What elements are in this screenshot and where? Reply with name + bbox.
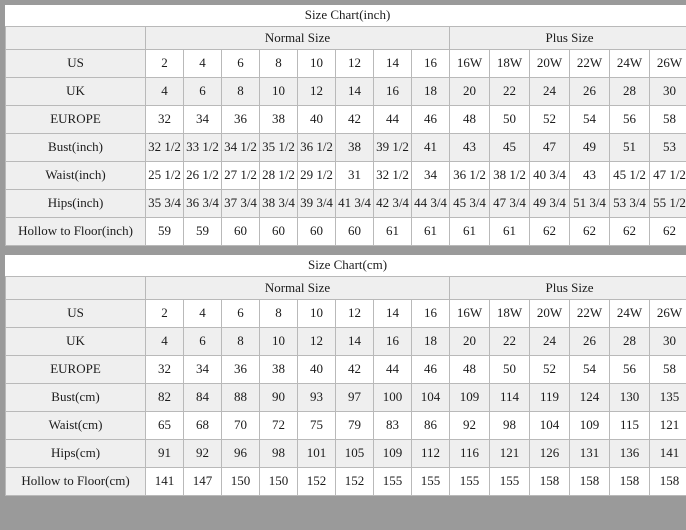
cell: 131 [570, 440, 610, 468]
cell: 37 3/4 [222, 190, 260, 218]
cell: 10 [298, 50, 336, 78]
cell: 147 [184, 468, 222, 496]
cell: 60 [222, 218, 260, 246]
cell: 62 [650, 218, 686, 246]
cell: 12 [336, 50, 374, 78]
cell: 12 [298, 78, 336, 106]
table-row [6, 218, 686, 246]
cell: 98 [260, 440, 298, 468]
cell: 14 [374, 50, 412, 78]
row-label-hips: Hips(cm) [6, 440, 146, 468]
cell: 38 [260, 106, 298, 134]
cell: 83 [374, 412, 412, 440]
cell: 32 1/2 [146, 134, 184, 162]
chart-title-inch: Size Chart(inch) [6, 5, 686, 27]
cell: 54 [570, 356, 610, 384]
cell: 42 [336, 356, 374, 384]
cell: 48 [450, 106, 490, 134]
cell: 26W [650, 50, 686, 78]
cell: 141 [146, 468, 184, 496]
cell: 46 [412, 106, 450, 134]
cell: 116 [450, 440, 490, 468]
cell: 90 [260, 384, 298, 412]
cell: 26W [650, 300, 686, 328]
cell: 30 [650, 328, 686, 356]
cell: 150 [222, 468, 260, 496]
cell: 68 [184, 412, 222, 440]
cell: 36 1/2 [298, 134, 336, 162]
cell: 155 [450, 468, 490, 496]
cell: 35 3/4 [146, 190, 184, 218]
table-row [6, 134, 686, 162]
row-label-europe: EUROPE [6, 356, 146, 384]
cell: 52 [530, 106, 570, 134]
cell: 96 [222, 440, 260, 468]
chart-title-cm: Size Chart(cm) [6, 255, 686, 277]
cell: 50 [490, 106, 530, 134]
cell: 119 [530, 384, 570, 412]
row-label-hips: Hips(inch) [6, 190, 146, 218]
table-row-groups [6, 277, 686, 300]
cell: 32 [146, 356, 184, 384]
cell: 41 3/4 [336, 190, 374, 218]
cell: 24W [610, 300, 650, 328]
cell: 45 3/4 [450, 190, 490, 218]
cell: 88 [222, 384, 260, 412]
cell: 6 [184, 328, 222, 356]
cell: 14 [336, 328, 374, 356]
cell: 51 3/4 [570, 190, 610, 218]
cell: 60 [260, 218, 298, 246]
row-label-bust: Bust(cm) [6, 384, 146, 412]
cell: 10 [298, 300, 336, 328]
cell: 45 1/2 [610, 162, 650, 190]
cell: 105 [336, 440, 374, 468]
table-row [6, 356, 686, 384]
cell: 150 [260, 468, 298, 496]
table-row [6, 468, 686, 496]
cell: 34 1/2 [222, 134, 260, 162]
cell: 98 [490, 412, 530, 440]
cell: 62 [530, 218, 570, 246]
cell: 61 [374, 218, 412, 246]
cell: 48 [450, 356, 490, 384]
cell: 20 [450, 78, 490, 106]
cell: 4 [184, 50, 222, 78]
cell: 121 [650, 412, 686, 440]
cell: 26 [570, 78, 610, 106]
table-row [6, 440, 686, 468]
cell: 20 [450, 328, 490, 356]
cell: 91 [146, 440, 184, 468]
cell: 8 [260, 50, 298, 78]
cell: 50 [490, 356, 530, 384]
cell: 14 [336, 78, 374, 106]
cell: 36 [222, 356, 260, 384]
cell: 22 [490, 78, 530, 106]
cell: 36 [222, 106, 260, 134]
cell: 124 [570, 384, 610, 412]
cell: 49 3/4 [530, 190, 570, 218]
cell: 109 [570, 412, 610, 440]
table-row-title [6, 255, 686, 277]
table-row [6, 78, 686, 106]
cell: 16W [450, 300, 490, 328]
cell: 53 [650, 134, 686, 162]
table-row [6, 190, 686, 218]
cell: 158 [530, 468, 570, 496]
cell: 18W [490, 50, 530, 78]
cell: 61 [490, 218, 530, 246]
row-label-uk: UK [6, 78, 146, 106]
cell: 4 [184, 300, 222, 328]
corner-cell [6, 27, 146, 50]
table-row [6, 328, 686, 356]
cell: 61 [450, 218, 490, 246]
cell: 40 3/4 [530, 162, 570, 190]
cell: 8 [260, 300, 298, 328]
row-label-hollow-to-floor: Hollow to Floor(cm) [6, 468, 146, 496]
cell: 53 3/4 [610, 190, 650, 218]
cell: 97 [336, 384, 374, 412]
group-header-plus-inch: Plus Size [450, 27, 686, 50]
row-label-hollow-to-floor: Hollow to Floor(inch) [6, 218, 146, 246]
cell: 6 [222, 300, 260, 328]
table-row [6, 300, 686, 328]
cell: 155 [412, 468, 450, 496]
row-label-bust: Bust(inch) [6, 134, 146, 162]
cell: 2 [146, 50, 184, 78]
cell: 42 [336, 106, 374, 134]
cell: 62 [570, 218, 610, 246]
cell: 155 [490, 468, 530, 496]
cell: 24W [610, 50, 650, 78]
cell: 130 [610, 384, 650, 412]
table-row-title [6, 5, 686, 27]
cell: 46 [412, 356, 450, 384]
cell: 26 1/2 [184, 162, 222, 190]
cell: 54 [570, 106, 610, 134]
cell: 40 [298, 106, 336, 134]
row-label-waist: Waist(cm) [6, 412, 146, 440]
cell: 18 [412, 328, 450, 356]
cell: 39 1/2 [374, 134, 412, 162]
cell: 158 [610, 468, 650, 496]
cell: 32 1/2 [374, 162, 412, 190]
cell: 44 [374, 106, 412, 134]
cell: 16 [374, 328, 412, 356]
cell: 10 [260, 328, 298, 356]
cell: 32 [146, 106, 184, 134]
table-row [6, 412, 686, 440]
cell: 92 [184, 440, 222, 468]
cell: 16W [450, 50, 490, 78]
cell: 70 [222, 412, 260, 440]
cell: 47 1/2 [650, 162, 686, 190]
cell: 36 1/2 [450, 162, 490, 190]
cell: 126 [530, 440, 570, 468]
cell: 12 [298, 328, 336, 356]
cell: 24 [530, 328, 570, 356]
cell: 16 [412, 50, 450, 78]
cell: 31 [336, 162, 374, 190]
cell: 33 1/2 [184, 134, 222, 162]
row-label-europe: EUROPE [6, 106, 146, 134]
cell: 16 [412, 300, 450, 328]
cell: 152 [336, 468, 374, 496]
corner-cell [6, 277, 146, 300]
cell: 58 [650, 356, 686, 384]
cell: 34 [184, 356, 222, 384]
cell: 20W [530, 50, 570, 78]
row-label-us: US [6, 300, 146, 328]
cell: 51 [610, 134, 650, 162]
cell: 47 [530, 134, 570, 162]
cell: 43 [450, 134, 490, 162]
cell: 34 [184, 106, 222, 134]
row-label-waist: Waist(inch) [6, 162, 146, 190]
cell: 104 [530, 412, 570, 440]
cell: 22 [490, 328, 530, 356]
cell: 22W [570, 300, 610, 328]
group-header-normal-inch: Normal Size [146, 27, 450, 50]
cell: 59 [146, 218, 184, 246]
cell: 38 [336, 134, 374, 162]
cell: 75 [298, 412, 336, 440]
cell: 6 [184, 78, 222, 106]
cell: 38 3/4 [260, 190, 298, 218]
cell: 65 [146, 412, 184, 440]
cell: 30 [650, 78, 686, 106]
cell: 104 [412, 384, 450, 412]
cell: 28 [610, 328, 650, 356]
cell: 20W [530, 300, 570, 328]
size-table-inch [5, 5, 686, 246]
cell: 101 [298, 440, 336, 468]
cell: 39 3/4 [298, 190, 336, 218]
cell: 100 [374, 384, 412, 412]
cell: 92 [450, 412, 490, 440]
cell: 14 [374, 300, 412, 328]
cell: 121 [490, 440, 530, 468]
cell: 45 [490, 134, 530, 162]
cell: 28 [610, 78, 650, 106]
cell: 61 [412, 218, 450, 246]
cell: 59 [184, 218, 222, 246]
cell: 41 [412, 134, 450, 162]
row-label-us: US [6, 50, 146, 78]
cell: 109 [374, 440, 412, 468]
cell: 22W [570, 50, 610, 78]
cell: 152 [298, 468, 336, 496]
cell: 141 [650, 440, 686, 468]
cell: 62 [610, 218, 650, 246]
table-row-groups [6, 27, 686, 50]
cell: 72 [260, 412, 298, 440]
cell: 44 3/4 [412, 190, 450, 218]
cell: 28 1/2 [260, 162, 298, 190]
cell: 25 1/2 [146, 162, 184, 190]
group-header-plus-cm: Plus Size [450, 277, 686, 300]
table-row [6, 162, 686, 190]
cell: 49 [570, 134, 610, 162]
cell: 10 [260, 78, 298, 106]
cell: 24 [530, 78, 570, 106]
cell: 84 [184, 384, 222, 412]
cell: 86 [412, 412, 450, 440]
cell: 12 [336, 300, 374, 328]
cell: 8 [222, 328, 260, 356]
cell: 8 [222, 78, 260, 106]
cell: 55 1/2 [650, 190, 686, 218]
cell: 52 [530, 356, 570, 384]
cell: 27 1/2 [222, 162, 260, 190]
cell: 158 [650, 468, 686, 496]
cell: 2 [146, 300, 184, 328]
cell: 34 [412, 162, 450, 190]
table-row [6, 50, 686, 78]
row-label-uk: UK [6, 328, 146, 356]
cell: 35 1/2 [260, 134, 298, 162]
cell: 79 [336, 412, 374, 440]
cell: 44 [374, 356, 412, 384]
cell: 136 [610, 440, 650, 468]
cell: 16 [374, 78, 412, 106]
cell: 4 [146, 78, 184, 106]
cell: 112 [412, 440, 450, 468]
cell: 135 [650, 384, 686, 412]
cell: 43 [570, 162, 610, 190]
cell: 93 [298, 384, 336, 412]
cell: 18 [412, 78, 450, 106]
group-header-normal-cm: Normal Size [146, 277, 450, 300]
table-row [6, 106, 686, 134]
cell: 18W [490, 300, 530, 328]
cell: 58 [650, 106, 686, 134]
cell: 56 [610, 106, 650, 134]
cell: 29 1/2 [298, 162, 336, 190]
cell: 26 [570, 328, 610, 356]
cell: 4 [146, 328, 184, 356]
cell: 56 [610, 356, 650, 384]
size-table-cm [5, 255, 686, 496]
cell: 82 [146, 384, 184, 412]
cell: 38 1/2 [490, 162, 530, 190]
cell: 47 3/4 [490, 190, 530, 218]
cell: 36 3/4 [184, 190, 222, 218]
cell: 6 [222, 50, 260, 78]
cell: 42 3/4 [374, 190, 412, 218]
cell: 38 [260, 356, 298, 384]
cell: 158 [570, 468, 610, 496]
size-chart-cm [4, 254, 682, 497]
cell: 109 [450, 384, 490, 412]
cell: 60 [298, 218, 336, 246]
cell: 40 [298, 356, 336, 384]
cell: 115 [610, 412, 650, 440]
table-row [6, 384, 686, 412]
cell: 60 [336, 218, 374, 246]
cell: 155 [374, 468, 412, 496]
cell: 114 [490, 384, 530, 412]
size-chart-inch [4, 4, 686, 247]
